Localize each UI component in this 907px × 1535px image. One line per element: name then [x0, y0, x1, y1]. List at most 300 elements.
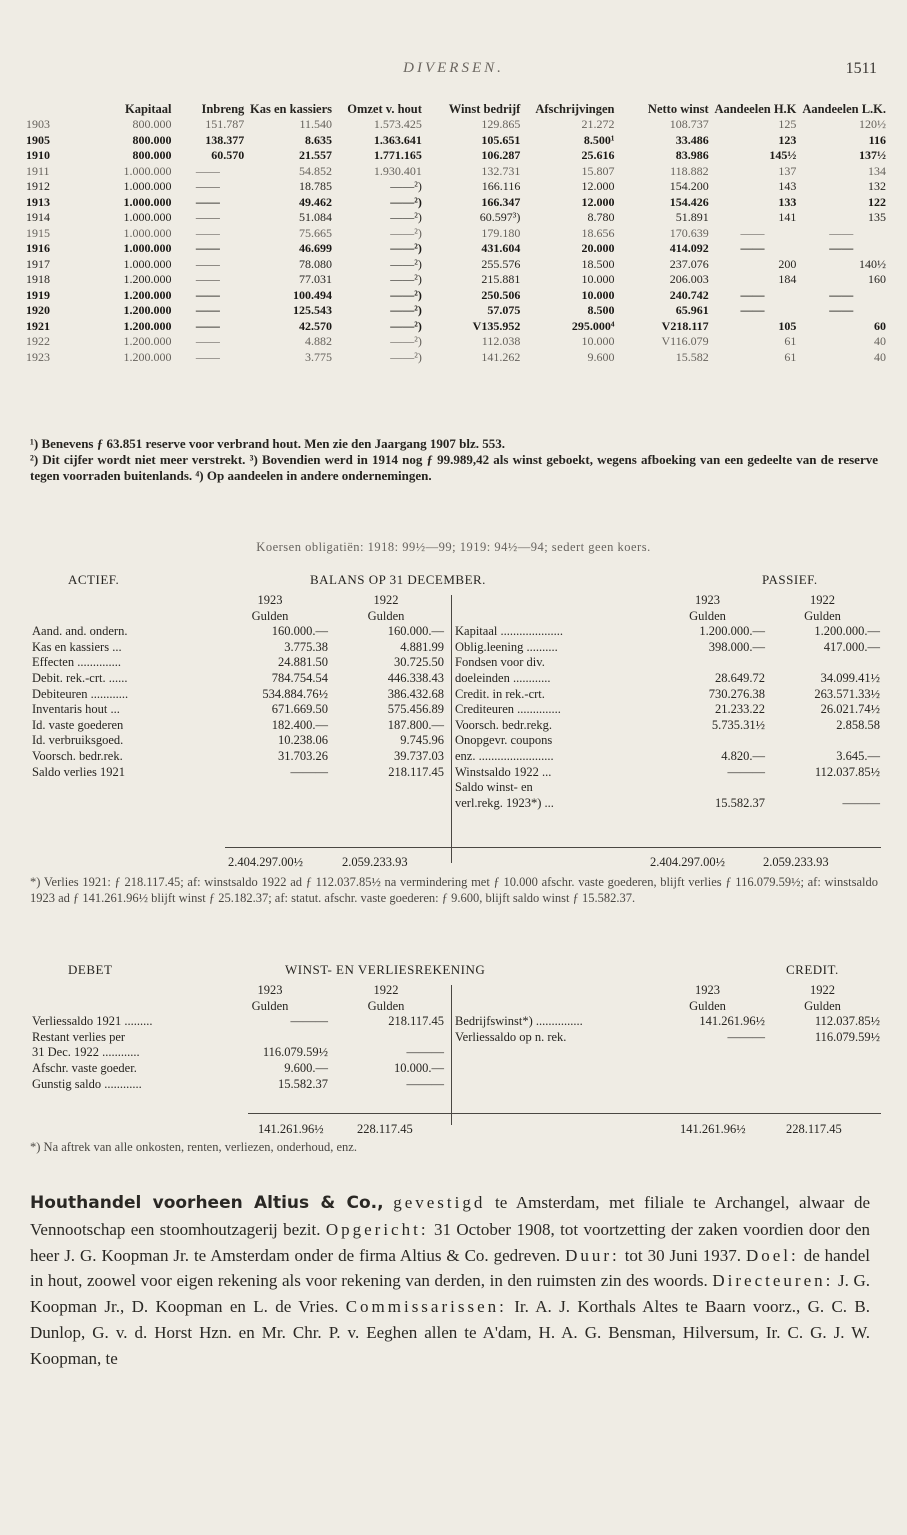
table-cell: ——²)	[390, 349, 422, 364]
wv-total-rule	[248, 1113, 881, 1114]
table-cell: 18.785	[299, 179, 332, 193]
passief-row-label: doeleinden ............	[455, 670, 551, 685]
col-inbreng-header: Inbreng	[201, 102, 245, 116]
table-cell: 105.651	[481, 132, 521, 147]
table-cell: 1.200.000	[123, 287, 172, 302]
aktief-row	[32, 765, 444, 781]
table-cell: 1922	[26, 334, 50, 348]
aktief-row-value: 31.703.26	[278, 748, 328, 763]
balans-total-right-1922: 2.059.233.93	[763, 855, 829, 869]
table-cell: 255.576	[481, 256, 521, 271]
table-cell: 431.604	[481, 241, 521, 255]
table-cell: 1.000.000	[123, 210, 172, 224]
passief-row-value	[650, 733, 765, 749]
passief-row-value: 21.233.22	[715, 702, 765, 717]
table-cell: 21.557	[299, 148, 332, 162]
passief-row-label: Fondsen voor div.	[455, 655, 545, 670]
note-2: ²) Dit cijfer wordt niet meer verstrekt. ³) Bovendien werd in 1914 nog ƒ 99.989,42 als winst geboekt, wegens afboeking van een gedeelte van de reserve tegen voorraden buitenlands. ⁴) Op aandeelen in andere ondernemingen.	[30, 452, 878, 483]
table-cell: 135	[868, 210, 886, 224]
passief-year-1923: 1923	[695, 593, 720, 607]
debet-row-value: ———	[290, 1014, 328, 1029]
credit-row-value: 141.261.96½	[699, 1014, 765, 1029]
table-cell: 1914	[26, 210, 50, 224]
table-cell: ——²)	[390, 303, 422, 317]
aktief-row	[32, 624, 444, 640]
table-cell: 51.084	[299, 210, 332, 224]
page-number: 1511	[845, 60, 877, 77]
table-cell: 800.000	[132, 132, 172, 147]
table-cell: ——	[740, 287, 765, 302]
table-cell: 65.961	[675, 303, 709, 317]
aktief-row-value: 386.432.68	[387, 686, 444, 701]
table-cell: 105	[778, 318, 797, 333]
aktief-row-value: 671.669.50	[271, 702, 328, 717]
table-cell: 1.771.165	[373, 148, 422, 162]
passief-row-value: 1.200.000.—	[814, 624, 880, 639]
table-cell: 1.200.000	[123, 318, 172, 333]
aktief-row-label: Effecten ..............	[32, 655, 121, 670]
passief-row-value: 730.276.38	[708, 686, 765, 701]
table-cell: 21.272	[581, 117, 615, 131]
passief-row	[455, 687, 880, 703]
table-cell: 4.882	[305, 334, 332, 348]
table-cell: 1.000.000	[123, 241, 172, 255]
aktief-row-value: 30.725.50	[394, 655, 444, 670]
table-row	[26, 350, 886, 366]
table-cell: ——²)	[390, 241, 422, 255]
table-cell: 51.891	[675, 210, 709, 224]
table-cell: 1.200.000	[123, 349, 172, 364]
table-cell: ——	[740, 241, 765, 255]
table-cell: ——	[195, 334, 220, 348]
table-cell: 108.737	[669, 117, 709, 131]
table-cell: 179.180	[481, 225, 521, 240]
credit-row	[455, 1014, 880, 1030]
table-row	[26, 133, 886, 149]
passief-row-value: ———	[842, 795, 880, 810]
table-cell: 250.506	[481, 287, 521, 302]
table-cell: 1911	[26, 163, 50, 178]
table-cell: 9.600	[587, 349, 615, 364]
debet-unit-1923: Gulden	[251, 998, 289, 1013]
table-cell: 42.570	[299, 318, 332, 333]
table-cell: 57.075	[487, 303, 521, 317]
table-cell: 1915	[26, 225, 50, 240]
table-cell: 118.882	[670, 163, 709, 178]
table-cell: 1916	[26, 241, 50, 255]
table-cell: 240.742	[669, 287, 709, 302]
passief-row	[455, 749, 880, 765]
aktief-row-value: 3.775.38	[284, 639, 328, 654]
passief-row-label: enz. ........................	[455, 748, 554, 763]
table-cell: 11.540	[299, 117, 332, 131]
passief-row	[455, 624, 880, 640]
financial-history-table	[26, 102, 886, 365]
table-cell: 166.116	[481, 179, 521, 193]
col-kapitaal-header: Kapitaal	[124, 102, 172, 116]
table-cell: 40	[874, 334, 886, 348]
col-aandeelen-lk-header: Aandeelen L.K.	[802, 102, 886, 116]
table-cell: 160	[868, 272, 886, 286]
table-cell: 123	[778, 132, 797, 147]
commissarissen-label: Commissarissen:	[345, 1297, 507, 1317]
debet-row	[32, 1045, 444, 1061]
aktief-row	[32, 718, 444, 734]
table-cell: 1.000.000	[123, 163, 172, 178]
aktief-row-value: 218.117.45	[388, 764, 444, 779]
table-cell: 137½	[859, 148, 886, 162]
passief-row-value	[650, 780, 765, 796]
company-description	[30, 1190, 870, 1372]
table-row	[26, 319, 886, 335]
aktief-row-value: 446.338.43	[387, 670, 444, 685]
table-cell: ——	[829, 303, 854, 317]
aktief-row-value: 187.800.—	[387, 717, 444, 732]
balans-total-right-1923: 2.404.297.00½	[650, 855, 725, 869]
bond-prices: Koersen obligatiën: 1918: 99½—99; 1919: 94½—94; sedert geen koers.	[256, 540, 651, 554]
aktief-row-value: 575.456.89	[387, 702, 444, 717]
wv-footnote-text: *) Na aftrek van alle onkosten, renten, verliezen, onderhoud, enz.	[30, 1140, 357, 1154]
aktief-row-value: 784.754.54	[271, 670, 328, 685]
col-netto-header: Netto winst	[647, 102, 709, 116]
table-cell: ——²)	[390, 334, 422, 348]
table-cell: 33.486	[675, 132, 709, 147]
table-cell: 134	[868, 163, 886, 178]
balans-total-left-1922: 2.059.233.93	[342, 855, 408, 869]
passief-row	[455, 765, 880, 781]
table-cell: 295.000⁴	[571, 318, 615, 333]
table-cell: ——	[195, 256, 220, 271]
aktief-row	[32, 687, 444, 703]
table-row	[26, 241, 886, 257]
balans-aktief-table	[32, 593, 444, 780]
table-cell: ——	[195, 303, 220, 317]
aktief-row-label: Voorsch. bedr.rek.	[32, 748, 123, 763]
table-row	[26, 210, 886, 226]
passief-row-value: 34.099.41½	[820, 670, 880, 685]
table-cell: 133	[778, 194, 797, 209]
passief-row-value: 417.000.—	[823, 639, 880, 654]
table-cell: 1918	[26, 272, 50, 286]
wv-total-left-1922: 228.117.45	[357, 1122, 413, 1136]
table-row	[26, 303, 886, 319]
table-cell: ——	[829, 287, 854, 302]
table-row	[26, 164, 886, 180]
table-cell: 138.377	[205, 132, 245, 147]
debet-row-label: Verliessaldo 1921 .........	[32, 1014, 153, 1029]
table-cell: 1.363.641	[373, 132, 422, 147]
table-cell: 145½	[769, 148, 797, 162]
aktief-row-value: ———	[290, 764, 328, 779]
table-cell: 15.807	[581, 163, 615, 178]
table-cell: 125.543	[293, 303, 332, 317]
table-cell: 40	[874, 349, 886, 364]
table-cell: ——	[740, 225, 765, 240]
credit-row-label: Verliessaldo op n. rek.	[455, 1029, 567, 1044]
passief-row-value: 2.858.58	[836, 717, 880, 732]
table-cell: ——	[740, 303, 765, 317]
credit-row	[455, 1030, 880, 1046]
table-cell: 1920	[26, 303, 50, 317]
opgericht-label: Opgericht:	[325, 1219, 429, 1239]
passief-row-label: verl.rekg. 1923*) ...	[455, 795, 554, 810]
aktief-row	[32, 671, 444, 687]
debet-row-value	[212, 1030, 328, 1046]
table-cell: 1.000.000	[123, 179, 172, 193]
table-row	[26, 334, 886, 350]
actief-label: ACTIEF.	[68, 572, 120, 587]
table-cell: 1.000.000	[123, 256, 172, 271]
table-cell: 100.494	[293, 287, 332, 302]
table-cell: ——²)	[390, 225, 422, 240]
table-cell: 206.003	[669, 272, 709, 286]
directeuren-text: J. G. Koopman Jr., D. Koopman en L. de Vries.	[30, 1271, 870, 1317]
table-row	[26, 117, 886, 133]
table-cell: 1923	[26, 349, 50, 364]
table-cell: 46.699	[299, 241, 332, 255]
debet-row	[32, 1030, 444, 1046]
table-cell: 132	[868, 179, 886, 193]
table-cell: 83.986	[675, 148, 709, 162]
table-row	[26, 257, 886, 273]
aktief-row-value: 24.881.50	[278, 655, 328, 670]
table-cell: 1913	[26, 194, 50, 209]
debet-row-value: 15.582.37	[278, 1076, 328, 1091]
table-cell: 18.500	[581, 256, 615, 271]
col-winst-header: Winst bedrijf	[448, 102, 521, 116]
table-cell: 61	[784, 334, 797, 348]
table-cell: 10.000	[581, 272, 615, 286]
table-cell: 1903	[26, 117, 50, 131]
wv-title: WINST- EN VERLIESREKENING	[285, 962, 486, 977]
table-cell: 1917	[26, 256, 50, 271]
opgericht-text: 31 October 1908, tot voortzetting der zaken voordien door den heer J. G. Koopman Jr. te Amsterdam onder de firma Altius & Co. gedreven.	[30, 1219, 871, 1265]
balans-passief-table	[455, 593, 880, 811]
aktief-row-label: Debiteuren ............	[32, 686, 129, 701]
aktief-row-label: Id. verbruiksgoed.	[32, 733, 124, 748]
commissarissen-text: Ir. A. J. Korthals Altes te Baarn voorz., G. C. B. Dunlop, G. v. d. Horst Hzn. en Mr. Chr. P. v. Eeghen allen te A'dam, H. A. G. Bensman, Hilversum, Ir. C. G. J. W. Koopman, te	[30, 1297, 870, 1368]
table-cell: 78.080	[299, 256, 332, 271]
debet-row-value: 10.000.—	[394, 1060, 444, 1075]
passief-row-value: 4.820.—	[721, 748, 765, 763]
table-cell: 18.656	[581, 225, 615, 240]
table-cell: ——²)	[390, 272, 422, 286]
table-cell: 184	[778, 272, 797, 286]
doel-label: Doel:	[745, 1245, 799, 1265]
table-header-row	[26, 102, 886, 117]
table-row	[26, 195, 886, 211]
table-cell: 143	[778, 179, 797, 193]
debet-year-1923: 1923	[257, 983, 283, 997]
table-row	[26, 226, 886, 242]
aktief-year-1922: 1922	[373, 593, 399, 607]
aktief-row	[32, 655, 444, 671]
wv-divider	[451, 985, 452, 1125]
balans-title: BALANS OP 31 DECEMBER.	[310, 572, 486, 587]
table-cell: 154.200	[669, 179, 709, 193]
table-cell: 60.597³)	[479, 210, 521, 224]
passief-row-label: Saldo winst- en	[455, 780, 533, 795]
passief-unit-1923: Gulden	[689, 608, 726, 623]
table-cell: ——²)	[390, 210, 422, 224]
table-cell: 1919	[26, 287, 50, 302]
aktief-row-value: 39.737.03	[394, 748, 444, 763]
table-cell: 116	[868, 132, 886, 147]
table-cell: 49.462	[299, 194, 332, 209]
table-cell: 112.038	[481, 334, 521, 348]
table-cell: 10.000	[581, 287, 615, 302]
table-cell: 8.780	[587, 210, 615, 224]
balans-footnote-text: *) Verlies 1921: ƒ 218.117.45; af: winstsaldo 1922 ad ƒ 112.037.85½ na vermindering met ƒ 10.000 afschr. vaste goederen, blijft verlies ƒ 116.079.59½; af: winstsaldo 1923 ad ƒ 141.261.96½ blijft winst ƒ 25.182.37; af: statut. afschr. vaste goederen: ƒ 9.600, blijft saldo winst ƒ 15.582.37.	[30, 875, 878, 905]
credit-year-1922: 1922	[810, 983, 835, 997]
aktief-row-value: 160.000.—	[387, 624, 444, 639]
table-cell: 20.000	[581, 241, 615, 255]
table-cell: 8.635	[305, 132, 332, 147]
company-location: te Amsterdam, met filiale te Archangel, alwaar de Vennootschap een stoomhoutzagerij bezit.	[30, 1193, 870, 1239]
col-aandeelen-hk-header: Aandeelen H.K	[714, 102, 797, 116]
table-cell: 800.000	[132, 148, 172, 162]
duur-label: Duur:	[565, 1245, 620, 1265]
aktief-row-value: 534.884.76½	[262, 686, 328, 701]
table-notes	[30, 436, 878, 484]
credit-unit-1922: Gulden	[804, 998, 841, 1013]
table-cell: 122	[868, 194, 886, 209]
table-cell: 15.582	[675, 349, 709, 364]
table-cell: 1.000.000	[123, 194, 172, 209]
passief-row-label: Onopgevr. coupons	[455, 733, 553, 748]
wv-total-left-1923: 141.261.96½	[258, 1122, 324, 1136]
passief-row	[455, 718, 880, 734]
passief-row-value: 5.735.31½	[711, 717, 765, 732]
duur-text: tot 30 Juni 1937.	[624, 1245, 742, 1265]
table-cell: 141.262	[481, 349, 521, 364]
table-cell: 137	[778, 163, 797, 178]
passief-row-value	[765, 733, 880, 749]
table-cell: 1910	[26, 148, 50, 162]
table-cell: ——²)	[390, 179, 422, 193]
debet-row	[32, 1077, 444, 1093]
debet-label: DEBET	[68, 962, 113, 977]
gevestigd-label: gevestigd	[393, 1193, 486, 1212]
aktief-row	[32, 749, 444, 765]
table-cell: 61	[784, 349, 797, 364]
aktief-year-1923: 1923	[257, 593, 283, 607]
table-cell: ——	[195, 272, 220, 286]
table-body	[26, 117, 886, 365]
aktief-row-label: Debit. rek.-crt. ......	[32, 670, 128, 685]
table-cell: 129.865	[481, 117, 521, 131]
credit-row-label: Bedrijfswinst*) ...............	[455, 1014, 583, 1029]
table-cell: 132.731	[481, 163, 521, 178]
table-cell: 170.639	[669, 225, 709, 240]
passief-row-label: Kapitaal ....................	[455, 624, 563, 639]
debet-row-value: ———	[406, 1045, 444, 1060]
aktief-row-value: 160.000.—	[271, 624, 328, 639]
table-cell: ——	[195, 349, 220, 364]
table-cell: ——	[195, 194, 220, 209]
company-name: Houthandel voorheen Altius & Co.,	[30, 1193, 384, 1213]
table-cell: 200	[778, 256, 797, 271]
table-cell: 141	[778, 210, 797, 224]
table-cell: 1921	[26, 318, 50, 333]
table-cell: 3.775	[305, 349, 332, 364]
passief-row-value	[650, 655, 765, 671]
aktief-row	[32, 702, 444, 718]
table-cell: ——²)	[390, 194, 422, 209]
aktief-row	[32, 640, 444, 656]
table-cell: 120½	[859, 117, 886, 131]
table-cell: 1.200.000	[123, 334, 172, 348]
debet-row-value: 218.117.45	[388, 1014, 444, 1029]
passief-row-value: 398.000.—	[708, 639, 765, 654]
table-cell: V218.117	[661, 318, 709, 333]
debet-row-value: 116.079.59½	[262, 1045, 328, 1060]
passief-row	[455, 640, 880, 656]
debet-unit-1922: Gulden	[367, 998, 405, 1013]
aktief-row-value: 4.881.99	[400, 639, 444, 654]
passief-row	[455, 671, 880, 687]
aktief-row-value: 182.400.—	[271, 717, 328, 732]
table-cell: ——²)	[390, 318, 422, 333]
credit-unit-1923: Gulden	[689, 998, 726, 1013]
table-cell: ——	[195, 210, 220, 224]
debet-row-label: Gunstig saldo ............	[32, 1076, 142, 1091]
passief-row-value: 263.571.33½	[814, 686, 880, 701]
table-cell: ——	[829, 225, 854, 240]
table-cell: 154.426	[669, 194, 709, 209]
passief-row-label: Crediteuren ..............	[455, 702, 561, 717]
table-cell: 25.616	[581, 148, 615, 162]
debet-row	[32, 1014, 444, 1030]
table-cell: 237.076	[669, 256, 709, 271]
aktief-row-label: Aand. and. ondern.	[32, 624, 128, 639]
passief-unit-1922: Gulden	[804, 608, 841, 623]
aktief-unit-1922: Gulden	[367, 608, 405, 623]
col-omzet-header: Omzet v. hout	[347, 102, 422, 116]
aktief-row-value: 10.238.06	[278, 733, 328, 748]
table-cell: ——	[195, 179, 220, 193]
passief-row-value: ———	[727, 764, 765, 779]
balans-total-rule	[225, 847, 881, 848]
debet-row	[32, 1061, 444, 1077]
table-cell: 215.881	[481, 272, 521, 286]
wv-footnote	[30, 1140, 878, 1156]
table-cell: ——	[195, 287, 220, 302]
table-cell: 1.000.000	[123, 225, 172, 240]
passief-row	[455, 702, 880, 718]
table-cell: ——	[195, 318, 220, 333]
debet-row-value: 9.600.—	[284, 1060, 328, 1075]
table-cell: 8.500	[587, 303, 615, 317]
passief-row-value: 3.645.—	[836, 748, 880, 763]
table-cell: 125	[778, 117, 797, 131]
table-cell: ——	[829, 241, 854, 255]
passief-label: PASSIEF.	[762, 572, 818, 587]
passief-row	[455, 780, 880, 796]
debet-row-value	[328, 1030, 444, 1046]
doel-text: de handel in hout, zoowel voor eigen rekening als voor rekening van derden, in den ruimsten zin des woords.	[30, 1245, 870, 1291]
table-cell: 1905	[26, 132, 50, 147]
passief-row-value: 112.037.85½	[814, 764, 880, 779]
table-cell: ——	[195, 163, 220, 178]
table-cell: 10.000	[581, 334, 615, 348]
credit-label: CREDIT.	[786, 962, 839, 977]
balans-footnote	[30, 875, 878, 906]
table-cell: 77.031	[299, 272, 332, 286]
table-cell: 106.287	[481, 148, 521, 162]
aktief-row-value: 9.745.96	[400, 733, 444, 748]
wv-total-right-1922: 228.117.45	[786, 1122, 842, 1136]
